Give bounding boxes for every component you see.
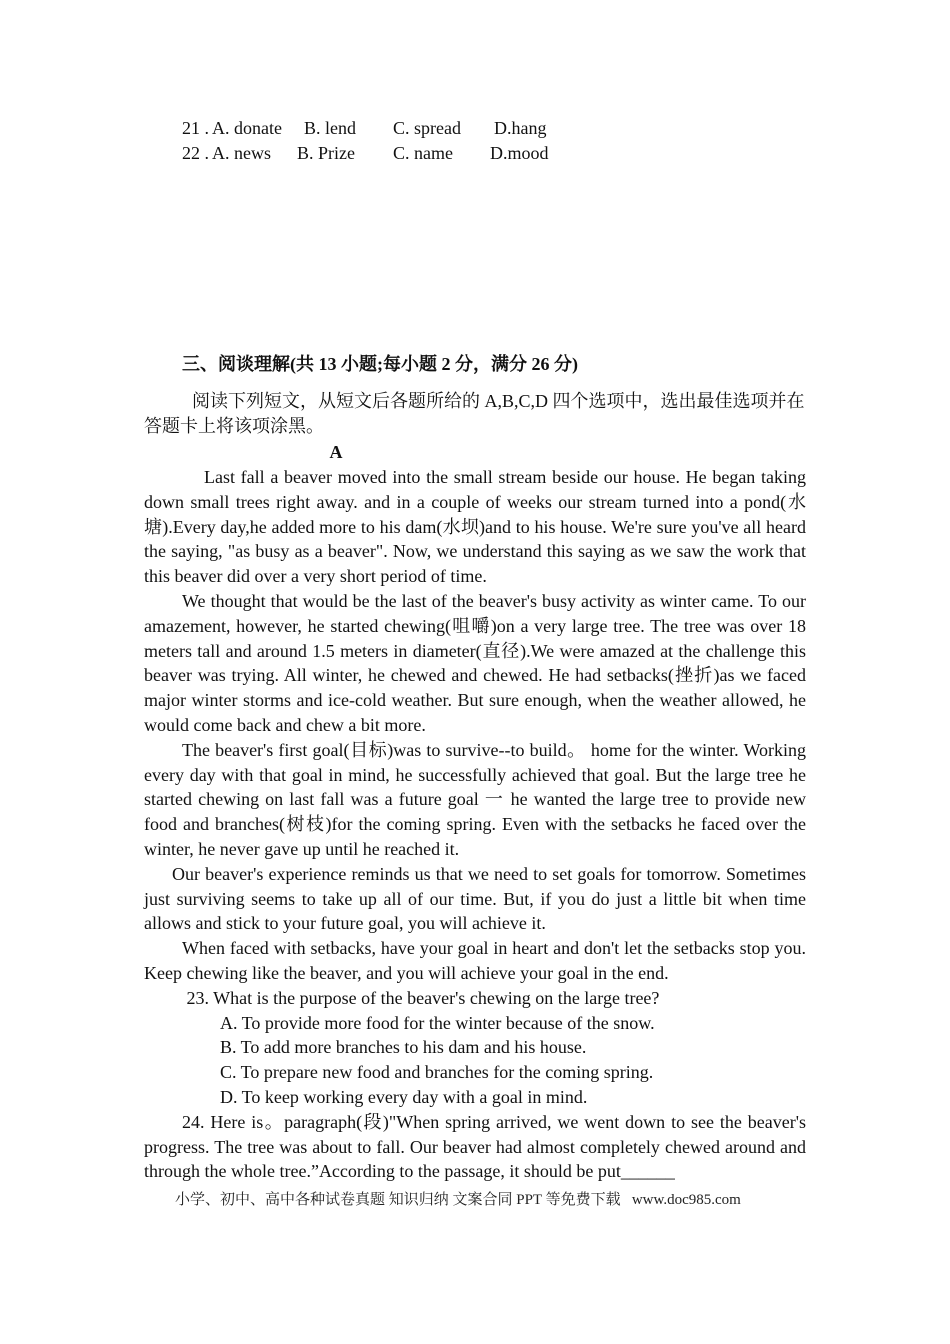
option-c: C. name <box>393 143 453 163</box>
passage-paragraph: Our beaver's experience reminds us that we need to set goals for tomorrow. Sometimes just surviving seems to take up all of our time. But, if you do just a little bit when time allows and stick to your future goal, you will achieve it. <box>144 863 806 934</box>
passage-paragraph: We thought that would be the last of the beaver's busy activity as winter came. To our amazement, however, he started chewing(咀嚼)on a very large tree. The tree was over 18 meters tall and around 1.5 meters in diameter(直径).We were amazed at the challenge this beaver was trying. All winter, he chewed and chewed. He had setbacks(挫折)as we faced major winter storms and ice-cold weather. But sure enough, when the weather allowed, he would come back and chew a bit more. <box>144 590 806 735</box>
option-d: D.mood <box>490 143 549 163</box>
option-c: C. To prepare new food and branches for the coming spring. <box>220 1062 654 1083</box>
passage-body <box>144 465 806 1184</box>
option-a: A. donate <box>212 118 282 138</box>
section-instructions: 阅读下列短文，从短文后各题所给的 A,B,C,D 四个选项中，选出最佳选项并在答题卡上将该项涂黑。 <box>144 391 805 436</box>
passage-paragraph: The beaver's first goal(目标)was to survive--to build。 home for the winter. Working every day with that goal in mind, he successfully achieved that goal. But the large tree he started chewing on last fall was a future goal 一 he wanted the large tree to provide new food and branches(树枝)for the coming spring. Even with the setbacks he faced over the winter, he never gave up until he reached it. <box>144 739 806 859</box>
passage-label: A <box>329 442 343 462</box>
section-title: 三、阅谈理解(共 13 小题;每小题 2 分，满分 26 分) <box>182 354 578 374</box>
question-number: 22 . <box>182 143 209 163</box>
option-a: A. To provide more food for the winter because of the snow. <box>220 1012 655 1033</box>
option-a: A. news <box>212 143 271 163</box>
question-23 <box>144 986 806 1110</box>
question-stem: 23. What is the purpose of the beaver's chewing on the large tree? <box>182 987 660 1008</box>
option-b: B. Prize <box>297 143 355 163</box>
option-b: B. lend <box>304 118 356 138</box>
question-24: 24. Here is。paragraph(段)"When spring arrived, we went down to see the beaver's progress. The tree was about to fall. Our beaver had almost completely chewed around and through the whole tree.”According to the passage, it should be put______ <box>144 1111 806 1182</box>
question-number: 21 . <box>182 118 209 138</box>
option-d: D.hang <box>494 118 547 138</box>
option-c: C. spread <box>393 118 461 138</box>
passage-paragraph: Last fall a beaver moved into the small stream beside our house. He began taking down small trees right away. and in a couple of weeks our stream turned into a pond(水塘).Every day,he added more to his dam(水坝)and to his house. We're sure you've all heard the saying, "as busy as a beaver". Now, we understand this saying as we saw the work that this beaver did over a very short period of time. <box>144 467 806 587</box>
passage-paragraph: When faced with setbacks, have your goal in heart and don't let the setbacks stop you. Keep chewing like the beaver, and you will achieve your goal in the end. <box>144 938 806 983</box>
page-footer: 小学、初中、高中各种试卷真题 知识归纳 文案合同 PPT 等免费下载 www.doc985.com <box>175 1192 741 1208</box>
option-d: D. To keep working every day with a goal in mind. <box>220 1086 588 1107</box>
option-b: B. To add more branches to his dam and his house. <box>220 1037 587 1058</box>
